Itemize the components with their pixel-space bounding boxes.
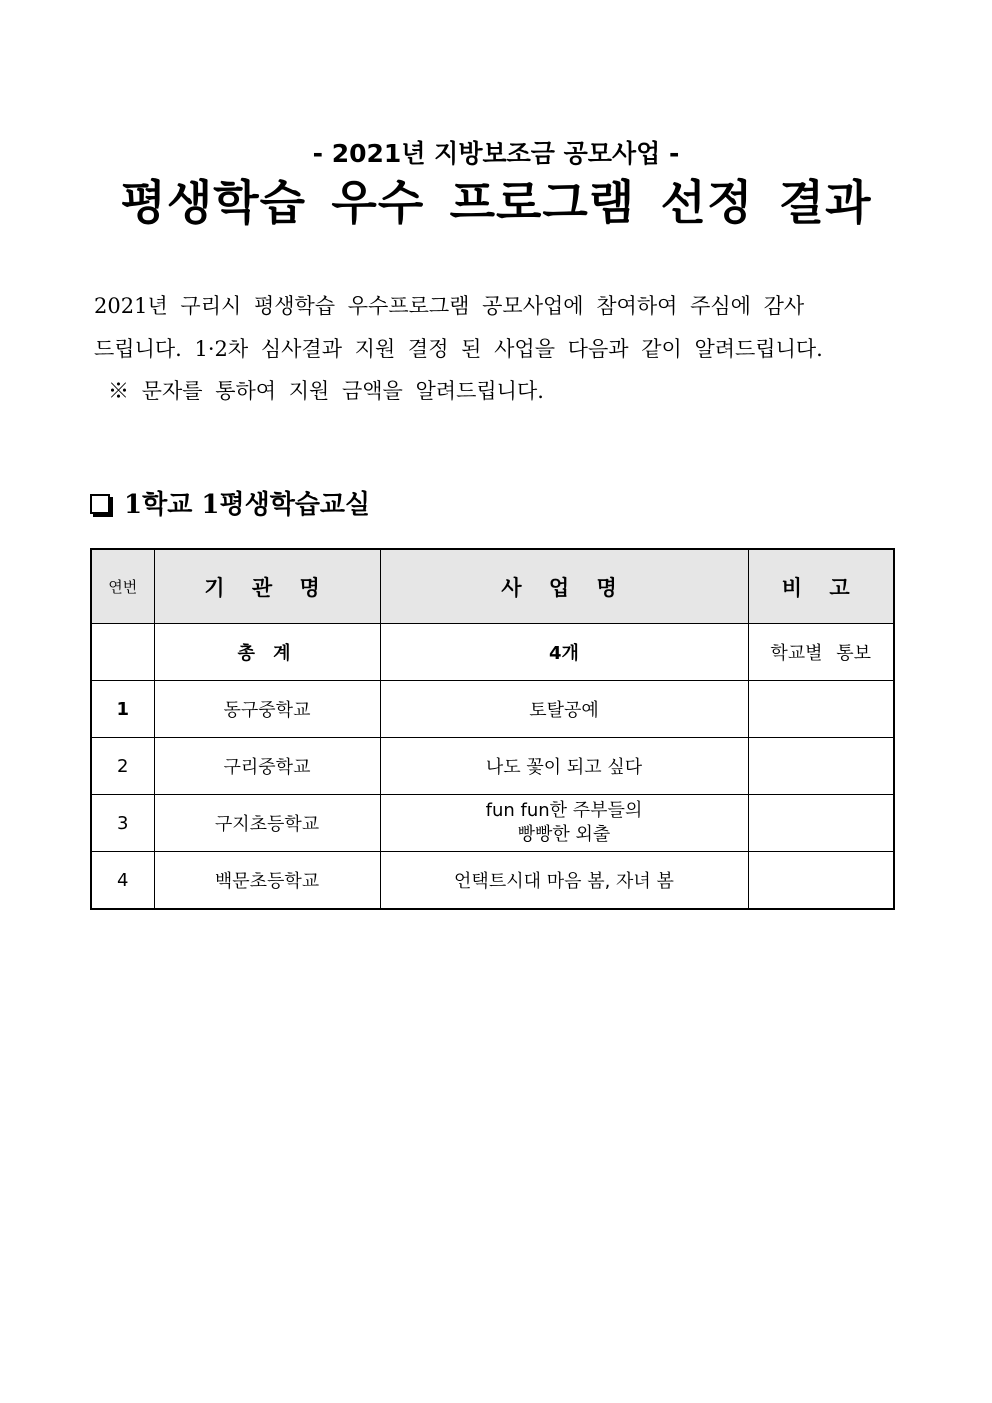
row-number: 3 [91, 795, 154, 852]
table-header-row [91, 549, 894, 624]
row-project-line-2: 빵빵한 외출 [517, 824, 611, 845]
header-organization: 기 관 명 [154, 549, 380, 624]
table-row [91, 738, 894, 795]
section-heading-text: 1학교 1평생학습교실 [124, 490, 371, 520]
row-project: 언택트시대 마음 봄, 자녀 봄 [380, 852, 748, 910]
row-note [748, 852, 894, 910]
row-project-line-1: fun fun한 주부들의 [485, 800, 643, 821]
total-count: 4개 [380, 624, 748, 681]
intro-line-1: 2021년 구리시 평생학습 우수프로그램 공모사업에 참여하여 주심에 감사 [94, 294, 805, 318]
row-note [748, 795, 894, 852]
total-label: 총 계 [154, 624, 380, 681]
row-organization: 구리중학교 [154, 738, 380, 795]
header-project: 사 업 명 [380, 549, 748, 624]
intro-note: ※ 문자를 통하여 지원 금액을 알려드립니다. [108, 379, 544, 403]
table-row [91, 681, 894, 738]
header-note: 비 고 [748, 549, 894, 624]
row-organization: 구지초등학교 [154, 795, 380, 852]
row-number: 2 [91, 738, 154, 795]
intro-line-2: 드립니다. 1·2차 심사결과 지원 결정 된 사업을 다음과 같이 알려드립니다. [94, 337, 823, 361]
row-note [748, 681, 894, 738]
document-title: 평생학습 우수 프로그램 선정 결과 [120, 176, 872, 231]
document-subtitle: - 2021년 지방보조금 공모사업 - [312, 139, 680, 168]
checkbox-square-icon [90, 494, 110, 514]
row-note [748, 738, 894, 795]
table-row [91, 852, 894, 910]
results-table [90, 548, 895, 910]
row-project: 나도 꽃이 되고 싶다 [380, 738, 748, 795]
row-number: 4 [91, 852, 154, 910]
section-heading [90, 484, 370, 521]
total-number-cell [91, 624, 154, 681]
header-number: 연번 [91, 549, 154, 624]
row-number: 1 [91, 681, 154, 738]
total-row [91, 624, 894, 681]
row-project [380, 795, 748, 852]
total-note: 학교별 통보 [748, 624, 894, 681]
row-organization: 동구중학교 [154, 681, 380, 738]
table-row [91, 795, 894, 852]
row-organization: 백문초등학교 [154, 852, 380, 910]
row-project: 토탈공예 [380, 681, 748, 738]
